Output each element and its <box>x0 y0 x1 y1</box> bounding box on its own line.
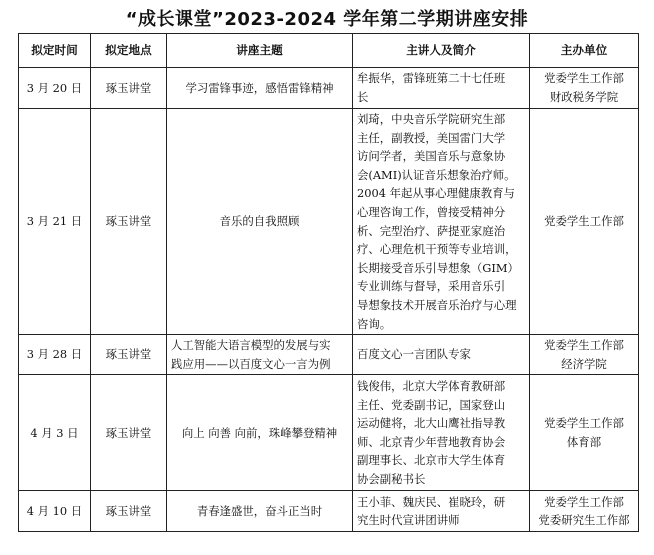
cell-place: 琢玉讲堂 <box>91 491 167 532</box>
table-header-row <box>19 34 639 68</box>
cell-speaker: 百度文心一言团队专家 <box>353 335 530 375</box>
lecture-schedule-table <box>18 33 639 532</box>
table-row <box>19 491 639 532</box>
cell-host: 党委学生工作部 <box>530 109 639 335</box>
cell-place: 琢玉讲堂 <box>91 335 167 375</box>
cell-topic: 向上 向善 向前，珠峰攀登精神 <box>167 375 353 491</box>
cell-speaker: 钱俊伟，北京大学体育教研部 主任、党委副书记，国家登山 运动健将，北大山鹰社指导教 师、北京青少年营地教育协会 副理事长、北京市大学生体育 协会副秘书长 <box>353 375 530 491</box>
cell-date: 3 月 21 日 <box>19 109 91 335</box>
cell-date: 3 月 20 日 <box>19 68 91 109</box>
table-row <box>19 109 639 335</box>
cell-place: 琢玉讲堂 <box>91 68 167 109</box>
header-topic: 讲座主题 <box>167 34 353 68</box>
cell-place: 琢玉讲堂 <box>91 109 167 335</box>
header-date: 拟定时间 <box>19 34 91 68</box>
cell-date: 4 月 10 日 <box>19 491 91 532</box>
header-host: 主办单位 <box>530 34 639 68</box>
cell-host: 党委学生工作部 党委研究生工作部 <box>530 491 639 532</box>
cell-host: 党委学生工作部 经济学院 <box>530 335 639 375</box>
cell-speaker: 王小菲、魏庆民、崔晓玲，研 究生时代宣讲团讲师 <box>353 491 530 532</box>
cell-date: 4 月 3 日 <box>19 375 91 491</box>
cell-place: 琢玉讲堂 <box>91 375 167 491</box>
page-title: “成长课堂”2023-2024 学年第二学期讲座安排 <box>125 9 529 30</box>
cell-topic: 青春逢盛世，奋斗正当时 <box>167 491 353 532</box>
cell-speaker: 刘琦，中央音乐学院研究生部 主任，副教授，美国雷门大学 访问学者，美国音乐与意象协 会(AMI)认证音乐想象治疗师。 2004 年起从事心理健康教育与 心理咨询工作，曾接受精神分 析、完型治疗、萨提亚家庭治 疗、心理危机干预等专业培训， 长期接受音乐引导想象（GIM） 专业训练与督导，采用音乐引 导想象技术开展音乐治疗与心理 咨询。 <box>353 109 530 335</box>
cell-topic: 学习雷锋事迹，感悟雷锋精神 <box>167 68 353 109</box>
cell-speaker: 牟振华，雷锋班第二十七任班 长 <box>353 68 530 109</box>
cell-date: 3 月 28 日 <box>19 335 91 375</box>
cell-host: 党委学生工作部 体育部 <box>530 375 639 491</box>
cell-topic: 音乐的自我照顾 <box>167 109 353 335</box>
header-speaker: 主讲人及简介 <box>353 34 530 68</box>
table-row <box>19 68 639 109</box>
header-place: 拟定地点 <box>91 34 167 68</box>
cell-topic: 人工智能大语言模型的发展与实 践应用——以百度文心一言为例 <box>167 335 353 375</box>
table-row <box>19 375 639 491</box>
cell-host: 党委学生工作部 财政税务学院 <box>530 68 639 109</box>
table-row <box>19 335 639 375</box>
